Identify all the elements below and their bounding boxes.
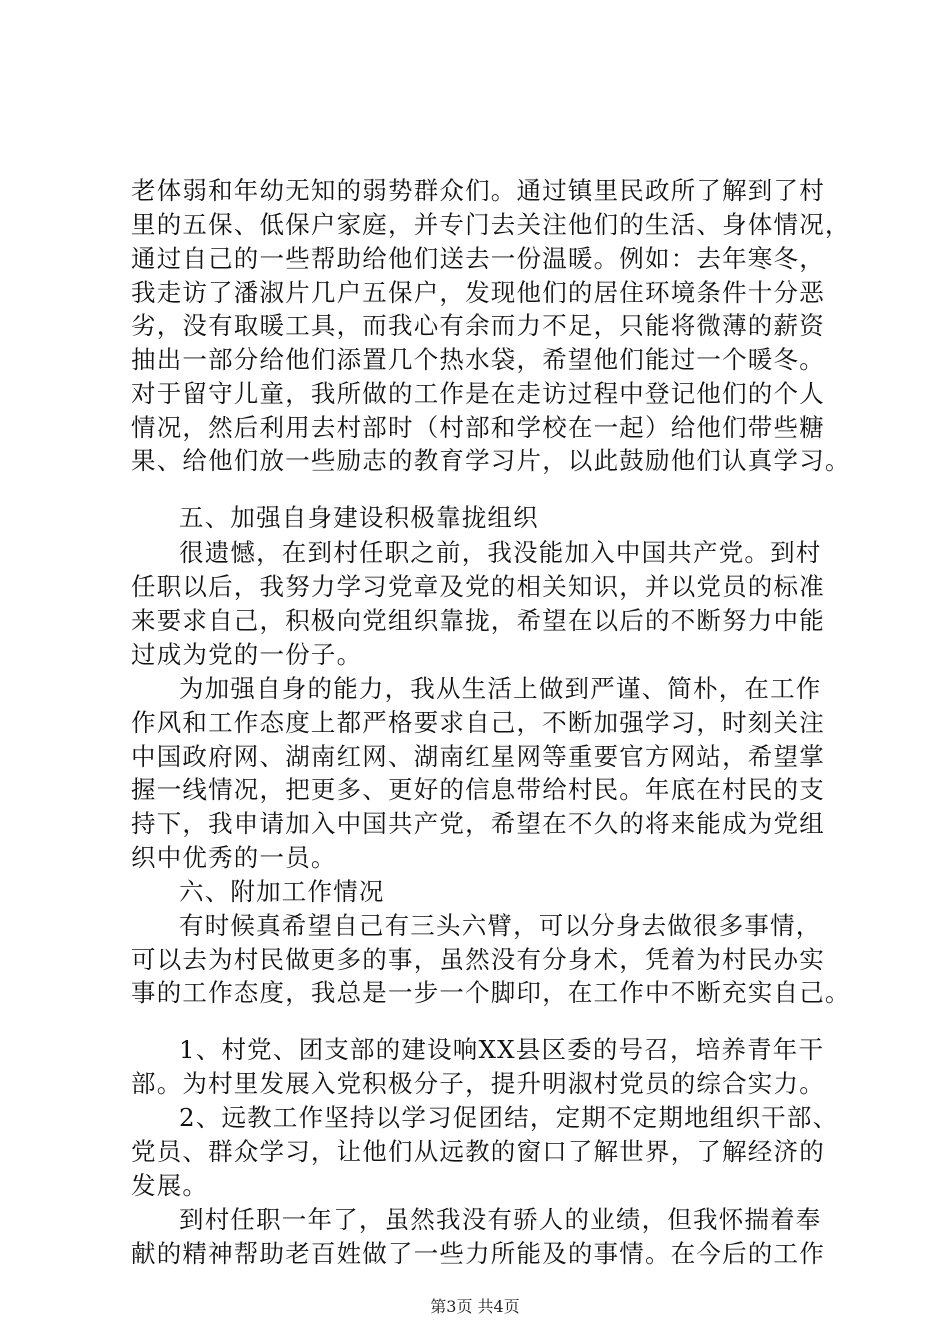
body-line: 对于留守儿童，我所做的工作是在走访过程中登记他们的个人 (131, 379, 825, 408)
body-line: 里的五保、低保户家庭，并专门去关注他们的生活、身体情况， (131, 210, 851, 239)
body-line: 作风和工作态度上都严格要求自己，不断加强学习，时刻关注 (131, 708, 825, 737)
body-line: 献的精神帮助老百姓做了一些力所能及的事情。在今后的工作 (131, 1239, 825, 1268)
body-line: 通过自己的一些帮助给他们送去一份温暖。例如：去年寒冬， (131, 244, 825, 273)
body-line: 持下，我申请加入中国共产党，希望在不久的将来能成为党组 (131, 809, 825, 838)
body-line: 部。为村里发展入党积极分子，提升明淑村党员的综合实力。 (131, 1069, 825, 1098)
body-line: 为加强自身的能力，我从生活上做到严谨、简朴，在工作 (179, 674, 822, 703)
body-line: 中国政府网、湖南红网、湖南红星网等重要官方网站，希望掌 (131, 742, 825, 771)
body-line: 事的工作态度，我总是一步一个脚印，在工作中不断充实自己。 (131, 978, 851, 1007)
list-item: 1、村党、团支部的建设响XX县区委的号召，培养青年干 (179, 1035, 825, 1064)
body-line: 发展。 (131, 1171, 209, 1200)
section-heading: 五、加强自身建设积极靠拢组织 (179, 503, 539, 532)
body-line: 任职以后，我努力学习党章及党的相关知识，并以党员的标准 (131, 572, 825, 601)
body-line: 有时候真希望自己有三头六臂，可以分身去做很多事情， (179, 911, 822, 940)
section-heading: 六、附加工作情况 (179, 877, 385, 906)
body-line: 党员、群众学习，让他们从远教的窗口了解世界，了解经济的 (131, 1137, 825, 1166)
body-line: 抽出一部分给他们添置几个热水袋，希望他们能过一个暖冬。 (131, 345, 825, 374)
body-line: 来要求自己，积极向党组织靠拢，希望在以后的不断努力中能 (131, 606, 825, 635)
body-line: 握一线情况，把更多、更好的信息带给村民。年底在村民的支 (131, 775, 825, 804)
body-line: 到村任职一年了，虽然我没有骄人的业绩，但我怀揣着奉 (179, 1205, 822, 1234)
body-line: 劣，没有取暖工具，而我心有余而力不足，只能将微薄的薪资 (131, 311, 825, 340)
body-line: 可以去为村民做更多的事，虽然没有分身术，凭着为村民办实 (131, 945, 825, 974)
body-line: 织中优秀的一员。 (131, 843, 337, 872)
body-line: 老体弱和年幼无知的弱势群众们。通过镇里民政所了解到了村 (131, 176, 825, 205)
body-line: 果、给他们放一些励志的教育学习片，以此鼓励他们认真学习。 (131, 446, 851, 475)
page-number: 第3页 共4页 (430, 1297, 520, 1316)
body-line: 我走访了潘淑片几户五保户，发现他们的居住环境条件十分恶 (131, 278, 825, 307)
body-line: 过成为党的一份子。 (131, 640, 363, 669)
body-line: 很遗憾，在到村任职之前，我没能加入中国共产党。到村 (179, 538, 822, 567)
list-item: 2、远教工作坚持以学习促团结，定期不定期地组织干部、 (179, 1103, 839, 1132)
body-line: 情况，然后利用去村部时（村部和学校在一起）给他们带些糖 (131, 413, 825, 442)
